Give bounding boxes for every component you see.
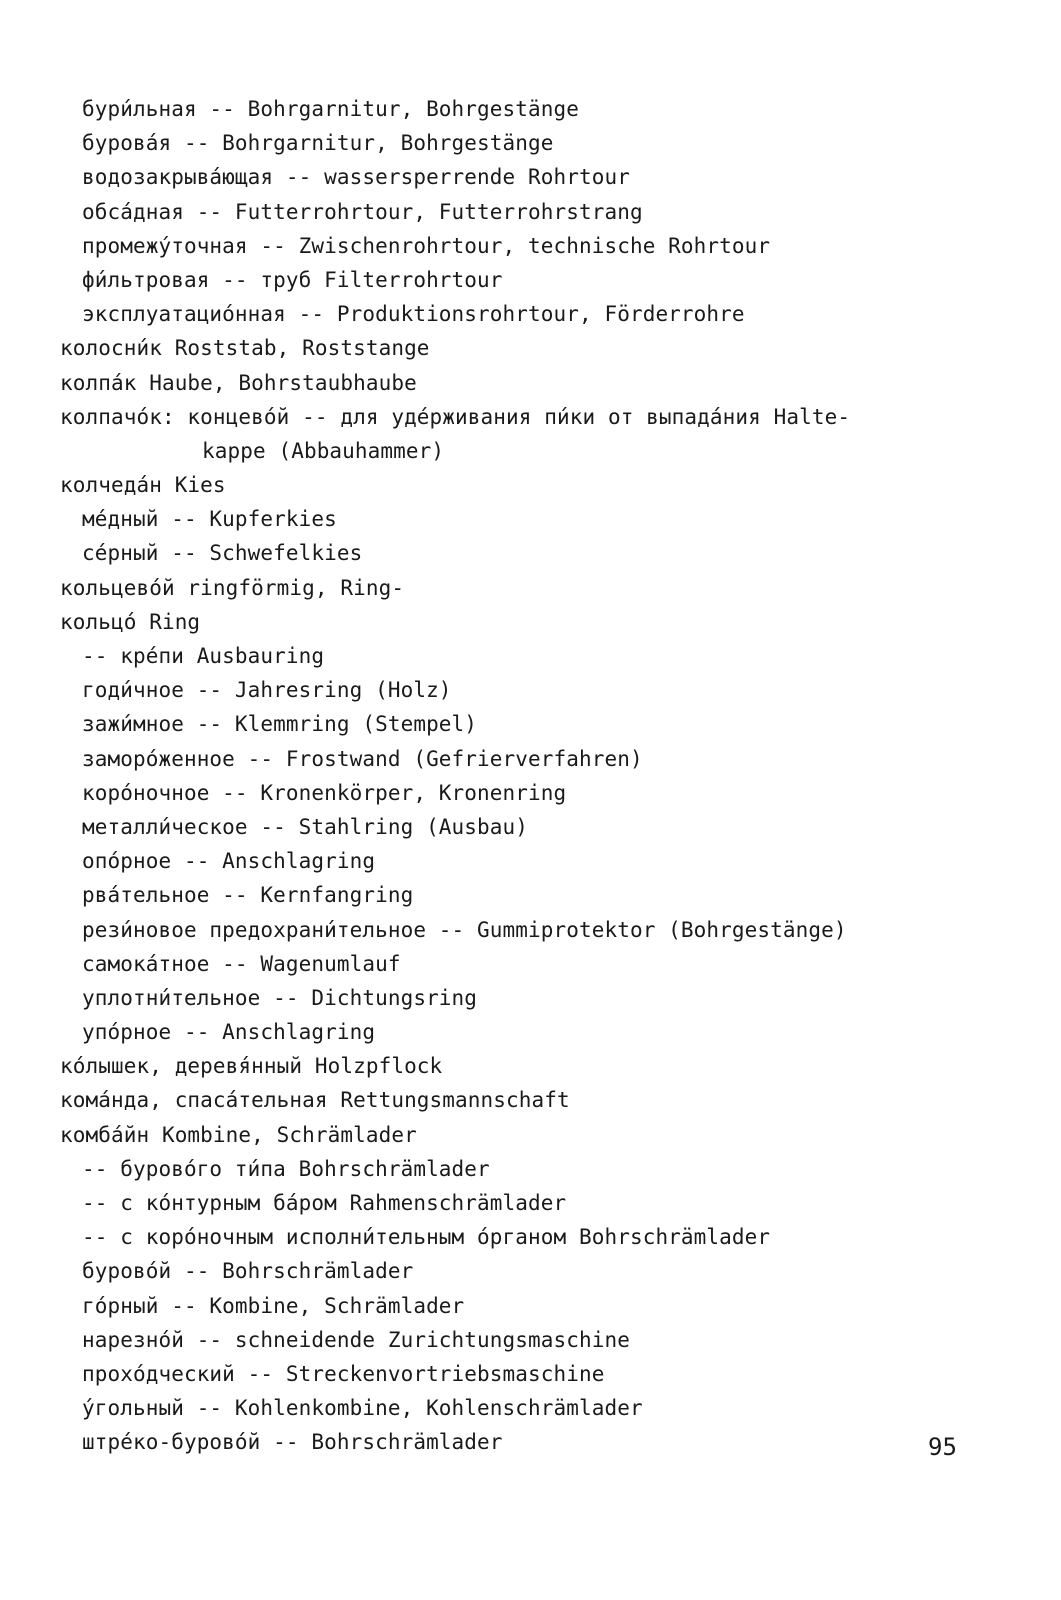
headword-entry-line: колпачо́к: концево́й -- для уде́рживания пи́ки от выпада́ния Halte- bbox=[60, 404, 851, 429]
subentry-line: заморо́женное -- Frostwand (Gefrierverfahren) bbox=[82, 746, 643, 771]
subentry-line: упо́рное -- Anschlagring bbox=[82, 1020, 376, 1045]
subentry-line: зажи́мное -- Klemmring (Stempel) bbox=[82, 712, 478, 737]
subentry-line: се́рный -- Schwefelkies bbox=[82, 541, 363, 566]
headword-entry-line: комба́йн Kombine, Schrämlader bbox=[60, 1122, 417, 1147]
subentry-line: -- с коро́ночным исполни́тельным о́рганом Bohrschrämlader bbox=[82, 1225, 771, 1250]
headword-entry-line: кома́нда, спаса́тельная Rettungsmannschaft bbox=[60, 1088, 570, 1113]
subentry-line: водозакрыва́ющая -- wassersperrende Rohrtour bbox=[82, 165, 630, 190]
subentry-line: у́гольный -- Kohlenkombine, Kohlenschrämlader bbox=[82, 1396, 643, 1421]
page-number: 95 bbox=[928, 1433, 957, 1461]
subentry-line: -- бурово́го ти́па Bohrschrämlader bbox=[82, 1156, 490, 1181]
subentry-line: рези́новое предохрани́тельное -- Gummiprotektor (Bohrgestänge) bbox=[82, 917, 847, 942]
subentry-line: бурово́й -- Bohrschrämlader bbox=[82, 1259, 414, 1284]
subentry-line: нарезно́й -- schneidende Zurichtungsmaschine bbox=[82, 1327, 630, 1352]
headword-entry-line: колчеда́н Kies bbox=[60, 473, 226, 498]
subentry-line: бури́льная -- Bohrgarnitur, Bohrgestänge bbox=[82, 97, 579, 121]
headword-entry-line: ко́лышек, деревя́нный Holzpflock bbox=[60, 1054, 443, 1079]
subentry-line: фи́льтровая -- труб Filterrohrtour bbox=[82, 267, 503, 292]
subentry-line: эксплуатацио́нная -- Produktionsrohrtour, Förderrohre bbox=[82, 302, 745, 327]
subentry-line: го́рный -- Kombine, Schrämlader bbox=[82, 1293, 465, 1318]
subentry-line: обса́дная -- Futterrohrtour, Futterrohrstrang bbox=[82, 199, 643, 224]
subentry-line: самока́тное -- Wagenumlauf bbox=[82, 951, 401, 976]
continuation-line: kappe (Abbauhammer) bbox=[202, 438, 445, 463]
subentry-line: уплотни́тельное -- Dichtungsring bbox=[82, 985, 478, 1010]
subentry-line: -- кре́пи Ausbauring bbox=[82, 644, 325, 668]
subentry-line: прохо́дческий -- Streckenvortriebsmaschine bbox=[82, 1361, 605, 1386]
subentry-line: металли́ческое -- Stahlring (Ausbau) bbox=[82, 814, 529, 839]
subentry-line: годи́чное -- Jahresring (Holz) bbox=[82, 678, 452, 703]
subentry-line: рва́тельное -- Kernfangring bbox=[82, 883, 414, 908]
subentry-line: бурова́я -- Bohrgarnitur, Bohrgestänge bbox=[82, 131, 554, 156]
headword-entry-line: кольцево́й ringförmig, Ring- bbox=[60, 575, 405, 600]
subentry-line: коро́ночное -- Kronenkörper, Kronenring bbox=[82, 780, 567, 805]
headword-entry-line: колпа́к Haube, Bohrstaubhaube bbox=[60, 370, 417, 395]
subentry-line: штре́ко-бурово́й -- Bohrschrämlader bbox=[82, 1430, 503, 1455]
subentry-line: опо́рное -- Anschlagring bbox=[82, 849, 376, 874]
headword-entry-line: колосни́к Roststab, Roststange bbox=[60, 336, 430, 361]
subentry-line: -- с ко́нтурным ба́ром Rahmenschrämlader bbox=[82, 1191, 567, 1215]
headword-entry-line: кольцо́ Ring bbox=[60, 609, 201, 634]
subentry-line: ме́дный -- Kupferkies bbox=[82, 507, 337, 532]
dictionary-entries bbox=[60, 92, 960, 1460]
subentry-line: промежу́точная -- Zwischenrohrtour, technische Rohrtour bbox=[82, 233, 771, 258]
